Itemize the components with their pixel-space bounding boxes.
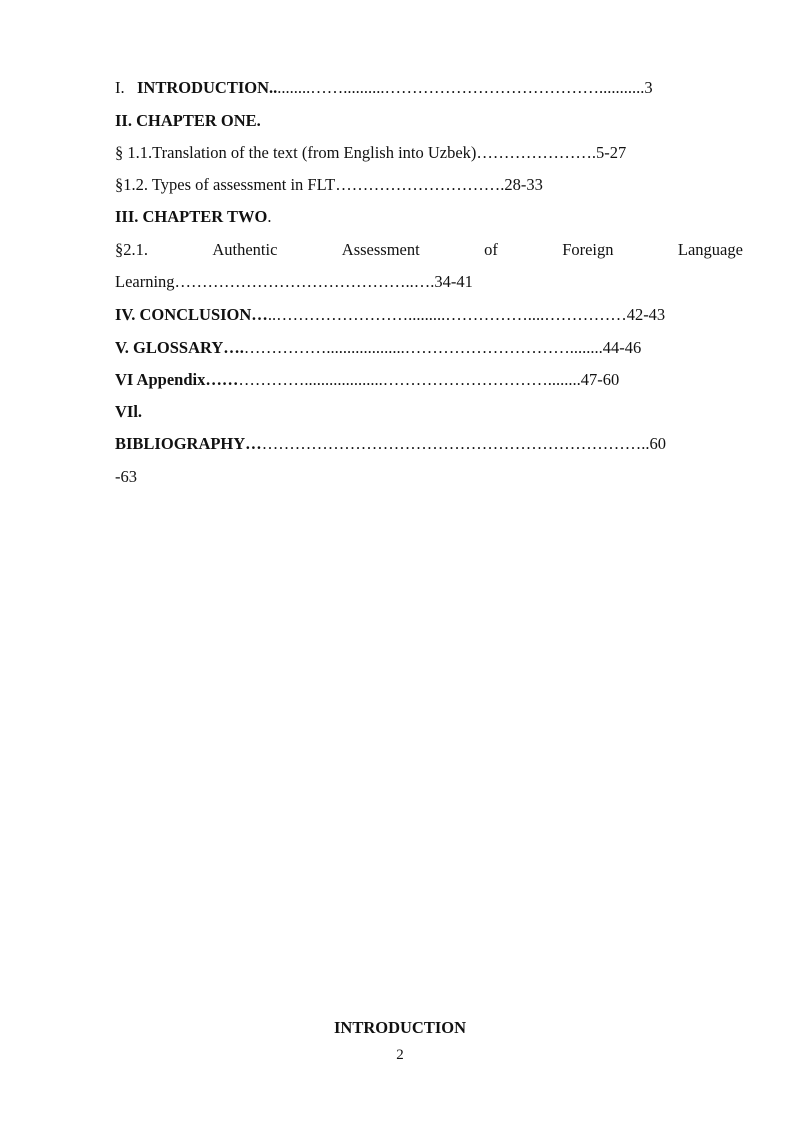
toc-entry-1-2: §1.2. Types of assessment in FLT………………………….28-33 [115, 175, 543, 194]
toc-entry-introduction [115, 78, 743, 98]
toc-2-1-word: Assessment [341, 240, 420, 259]
toc-2-1-word: Language [677, 240, 743, 259]
toc-intro-number: I. [115, 78, 125, 97]
toc-entry-2-1-line1 [115, 240, 743, 260]
toc-chapter-two [115, 207, 743, 227]
toc-entry-1-1: § 1.1.Translation of the text (from English into Uzbek)………………….5-27 [115, 143, 627, 162]
toc-appendix-title: VI Appendix…… [115, 370, 239, 389]
toc-entry-2-1-line2: Learning……………………………………..….34-41 [115, 272, 473, 291]
toc-entry-bibliography [115, 434, 743, 454]
toc-appendix-dots: …………...................…………………………........47-60 [238, 370, 620, 389]
toc-chapter-two-dot: . [267, 207, 272, 226]
toc-intro-title: INTRODUCTION.. [137, 78, 278, 97]
toc-intro-page: 3 [644, 78, 653, 97]
toc-conclusion-title: IV. CONCLUSION… [115, 305, 268, 324]
toc-glossary-dots: ……………...................…………………………........44-46 [243, 338, 642, 357]
toc-bibliography-title: BIBLIOGRAPHY… [115, 434, 262, 453]
toc-conclusion-dots: ..…………………….........……………....……………42-43 [267, 305, 666, 324]
toc-entry-conclusion [115, 305, 743, 325]
toc-bibliography-number: VIl. [115, 402, 143, 421]
toc-entry-glossary [115, 338, 743, 358]
toc-intro-dots: ........……..........…………………………………........... [277, 78, 645, 97]
toc-bibliography-page-tail: -63 [115, 467, 137, 486]
page-number: 2 [396, 1047, 404, 1063]
toc-2-1-word: of [484, 240, 498, 259]
toc-2-1-word: §2.1. [115, 240, 148, 259]
toc-glossary-title: V. GLOSSARY…. [115, 338, 244, 357]
toc-2-1-word: Foreign [562, 240, 614, 259]
section-heading: INTRODUCTION [333, 1018, 467, 1037]
toc-entry-appendix [115, 370, 743, 390]
toc-chapter-two-title: III. CHAPTER TWO [115, 207, 268, 226]
toc-2-1-word: Authentic [212, 240, 278, 259]
toc-bibliography-dots: ……………………………………………………………..60 [261, 434, 666, 453]
toc-chapter-one: II. CHAPTER ONE. [115, 111, 261, 130]
